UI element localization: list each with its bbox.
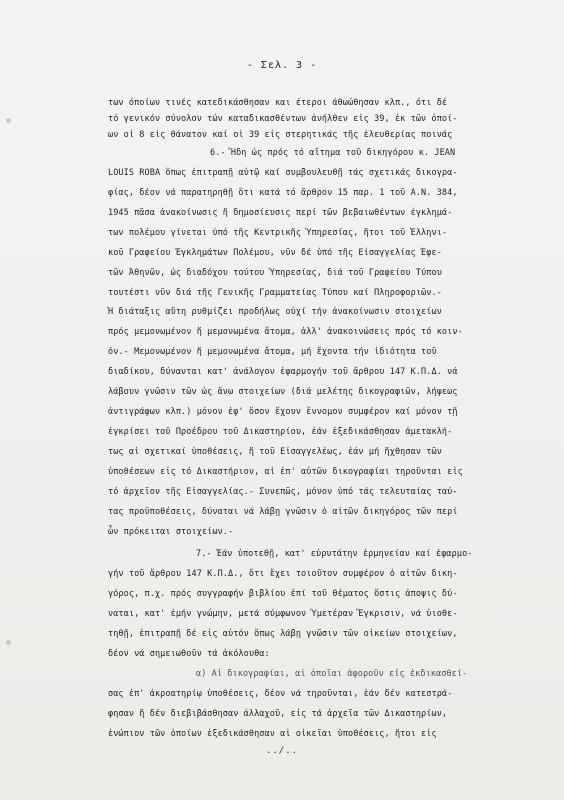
punch-hole-mark xyxy=(6,118,11,123)
page-number: - Σελ. 3 - xyxy=(246,60,318,71)
text-line: τό γενικόν σύνολον τών καταδικασθέντων ἀνήλθεν εἰς 39, ἐκ τῶν ὁποί- xyxy=(108,114,458,124)
text-line: ὑποθέσεων εἰς τό Δικαστήριον, αἱ ἐπ' αὐτῶν δικογραφίαι τηροῦνται εἰς xyxy=(108,467,463,477)
text-line: ων οἱ 8 εἰς θάνατον καί οἱ 39 εἰς στερητικάς τῆς ἐλευθερίας ποινάς xyxy=(108,130,453,140)
text-line: λάβουν γνῶσιν τῶν ὡς ἄνω στοιχείων (διά μελέτης δικογραφιῶν, λήψεως xyxy=(108,387,458,397)
text-line: των πολέμου γίνεται ὑπό τῆς Κεντρικῆς Ὑπηρεσίας, ἤτοι τοῦ Ἑλληνι- xyxy=(108,228,448,238)
text-line: δέον νά σημειωθοῦν τά ἀκόλουθα: xyxy=(108,649,270,659)
text-line: τουτέστι νῦν διά τῆς Γενικῆς Γραμματείας Τύπου καί Πληροφοριῶν.- xyxy=(108,288,442,298)
text-line: 6.- Ἤδη ὡς πρός τό αἴτημα τοῦ δικηγόρου κ. JEAN xyxy=(210,148,456,158)
text-line: σας ἐπ' ἀκροατηρίῳ ὑποθέσεις, δέον νά τηροῦνται, ἐάν δέν κατεστρά- xyxy=(108,689,453,699)
text-line: φίας, δέον νά παρατηρηθῇ ὅτι κατά τό ἄρθρον 15 παρ. 1 τοῦ Α.Ν. 384, xyxy=(108,188,458,198)
continuation-mark: ../.. xyxy=(265,746,299,756)
text-line: LOUIS ROBA ὅπως ἐπιτραπῇ αὐτῷ καί συμβουλευθῇ τάς σχετικάς δικογρα- xyxy=(108,168,458,178)
text-line: γόρος, π.χ. πρός συγγραφήν βιβλίου ἐπί τοῦ θέματος ὅστις ἀποψις δύ- xyxy=(108,589,458,599)
punch-hole-mark xyxy=(6,640,11,645)
text-line: ἀντιγράφων κλπ.) μόνον ἐφ' ὅσον ἔχουν ἔννομον συμφέρον καί μόνον τῇ xyxy=(108,407,458,417)
text-line: ἐγκρίσει τοῦ Προέδρου τοῦ Δικαστηρίου, ἐάν ἐξεδικάσθησαν ἀμετακλή- xyxy=(108,427,453,437)
text-line: τας προϋποθέσεις, δύναται νά λάβῃ γνῶσιν ὁ αἰτῶν δικηγόρος τῶν περί xyxy=(108,507,458,517)
text-line: τό ἀρχεῖον τῆς Εἰσαγγελίας.- Συνεπῶς, μόνον ὑπό τάς τελευταίας ταύ- xyxy=(108,487,458,497)
text-line: των όποίων τινές κατεδικάσθησαν και έτεροι άθωώθησαν κλπ., ότι δέ xyxy=(108,98,448,108)
text-line: φησαν ἤ δέν διεβιβάσθησαν ἀλλαχοῦ, εἰς τά ἀρχεῖα τῶν Δικαστηρίων, xyxy=(108,709,448,719)
text-line: γήν τοῦ ἄρθρου 147 Κ.Π.Δ., ὅτι ἔχει τοιοῦτον συμφέρον ὁ αἰτῶν δικη- xyxy=(108,569,458,579)
text-line: ἐνώπιον τῶν ὁποίων ἐξεδικάσθησαν αἱ οἰκεῖαι ὑποθέσεις, ἤτοι εἰς xyxy=(108,729,437,739)
text-line: α) Αἱ δικογραφίαι, αἱ ὁποῖαι ἀφοροῦν εἰς ἐκδικασθεί- xyxy=(196,669,468,679)
text-line: Ἡ διάταξις αὕτη ρυθμίζει προδήλως οὐχί τήν ἀνακοίνωσιν στοιχείων xyxy=(108,307,442,317)
text-line: πρός μεμονωμένον ἤ μεμονωμένα ἄτομα, ἀλλ' ἀνακοινώσεις πρός τό κοιν- xyxy=(108,327,463,337)
text-line: 7.- Ἐάν ὑποτεθῇ, κατ' εὐρυτάτην ἑρμηνείαν καί ἐφαρμο- xyxy=(196,549,473,559)
text-line: ναται, κατ' ἐμήν γνώμην, μετά σύμφωνον Ὑμετέραν Ἔγκρισιν, νά ὑιοθε- xyxy=(108,609,458,619)
text-line: τῶν Ἀθηνῶν, ὡς διαδόχου τούτου Ὑπηρεσίας, διά τοῦ Γραφείου Τύπου xyxy=(108,268,442,278)
text-line: τως αἱ σχετικαί ὑποθέσεις, ἤ τοῦ Εἰσαγγελέως, ἐάν μή ἤχθησαν τῶν xyxy=(108,447,442,457)
text-line: ὧν πρόκειται στοιχείων.- xyxy=(108,527,234,537)
text-line: κοῦ Γραφείου Ἐγκλημάτων Πολέμου, νῦν δέ ὑπό τῆς Εἰσαγγελίας Ἐφε- xyxy=(108,248,442,258)
text-line: όν.- Μεμονωμένον ἤ μεμονωμένα ἄτομα, μή ἔχοντα τήν ἰδιότητα τοῦ xyxy=(108,347,437,357)
text-line: 1945 πᾶσα ἀνακοίνωσις ἤ δημοσίευσις περί τῶν βεβαιωθέντων ἐγκλημά- xyxy=(108,208,453,218)
text-line: διαδίκου, δύνανται κατ' ἀνάλογον ἐφαρμογήν τοῦ ἄρθρου 147 Κ.Π.Δ. νά xyxy=(108,367,458,377)
text-line: τηθῇ, ἐπιτραπῇ δέ εἰς αὐτόν ὅπως λάβῃ γνῶσιν τῶν οἰκείων στοιχείων, xyxy=(108,629,458,639)
